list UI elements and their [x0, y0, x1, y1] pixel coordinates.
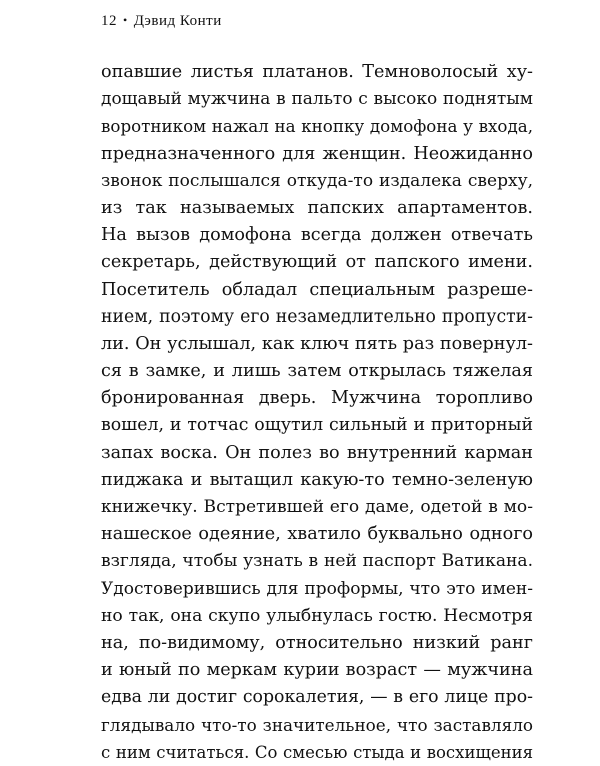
text-line: и юный по меркам курии возраст — мужчина — [101, 660, 533, 681]
text-line: с ним считаться. Со смесью стыда и восхищения — [101, 742, 533, 762]
text-line: ли. Он услышал, как ключ пять раз повернул- — [101, 333, 533, 354]
text-line: нашеское одеяние, хватило буквально одного — [101, 524, 533, 545]
text-line: Удостоверившись для проформы, что это имен- — [101, 578, 533, 599]
text-line: книжечку. Встретившей его даме, одетой в мо- — [101, 497, 533, 517]
text-line: взгляда, чтобы узнать в ней паспорт Ватикана. — [101, 551, 533, 572]
text-line: секретарь, действующий от папского имени. — [101, 252, 533, 273]
text-line: на, по-видимому, относительно низкий ранг — [101, 632, 533, 653]
text-line: едва ли достиг сорокалетия, — в его лице про- — [101, 687, 533, 708]
text-line: На вызов домофона всегда должен отвечать — [101, 225, 533, 246]
text-line: опавшие листья платанов. Темноволосый ху- — [101, 62, 533, 82]
text-line: из так называемых папских апартаментов. — [101, 197, 533, 218]
body-text — [101, 59, 533, 766]
text-line: предназначенного для женщин. Неожиданно — [101, 143, 533, 164]
text-line: но так, она скупо улыбнулась гостю. Несмотря — [101, 605, 533, 626]
header-separator: • — [123, 13, 128, 27]
text-line: глядывало что-то значительное, что заставляло — [101, 714, 533, 735]
text-line: пиджака и вытащил какую-то темно-зеленую — [101, 469, 533, 490]
text-line: бронированная дверь. Мужчина торопливо — [101, 388, 533, 409]
running-head — [101, 13, 222, 30]
text-line: воротником нажал на кнопку домофона у входа, — [101, 117, 533, 137]
text-line: Посетитель обладал специальным разреше- — [101, 279, 533, 300]
text-line: нием, поэтому его незамедлительно пропусти- — [101, 306, 533, 327]
text-line: звонок послышался откуда-то издалека сверху, — [101, 170, 533, 191]
text-line: запах воска. Он полез во внутренний карман — [101, 442, 533, 463]
text-line: ся в замке, и лишь затем открылась тяжелая — [101, 361, 533, 382]
page-number: 12 — [101, 13, 117, 29]
author-name: Дэвид Конти — [133, 13, 222, 29]
text-line: вошел, и тотчас ощутил сильный и приторный — [101, 415, 533, 436]
text-line: дощавый мужчина в пальто с высоко поднятым — [101, 89, 533, 110]
